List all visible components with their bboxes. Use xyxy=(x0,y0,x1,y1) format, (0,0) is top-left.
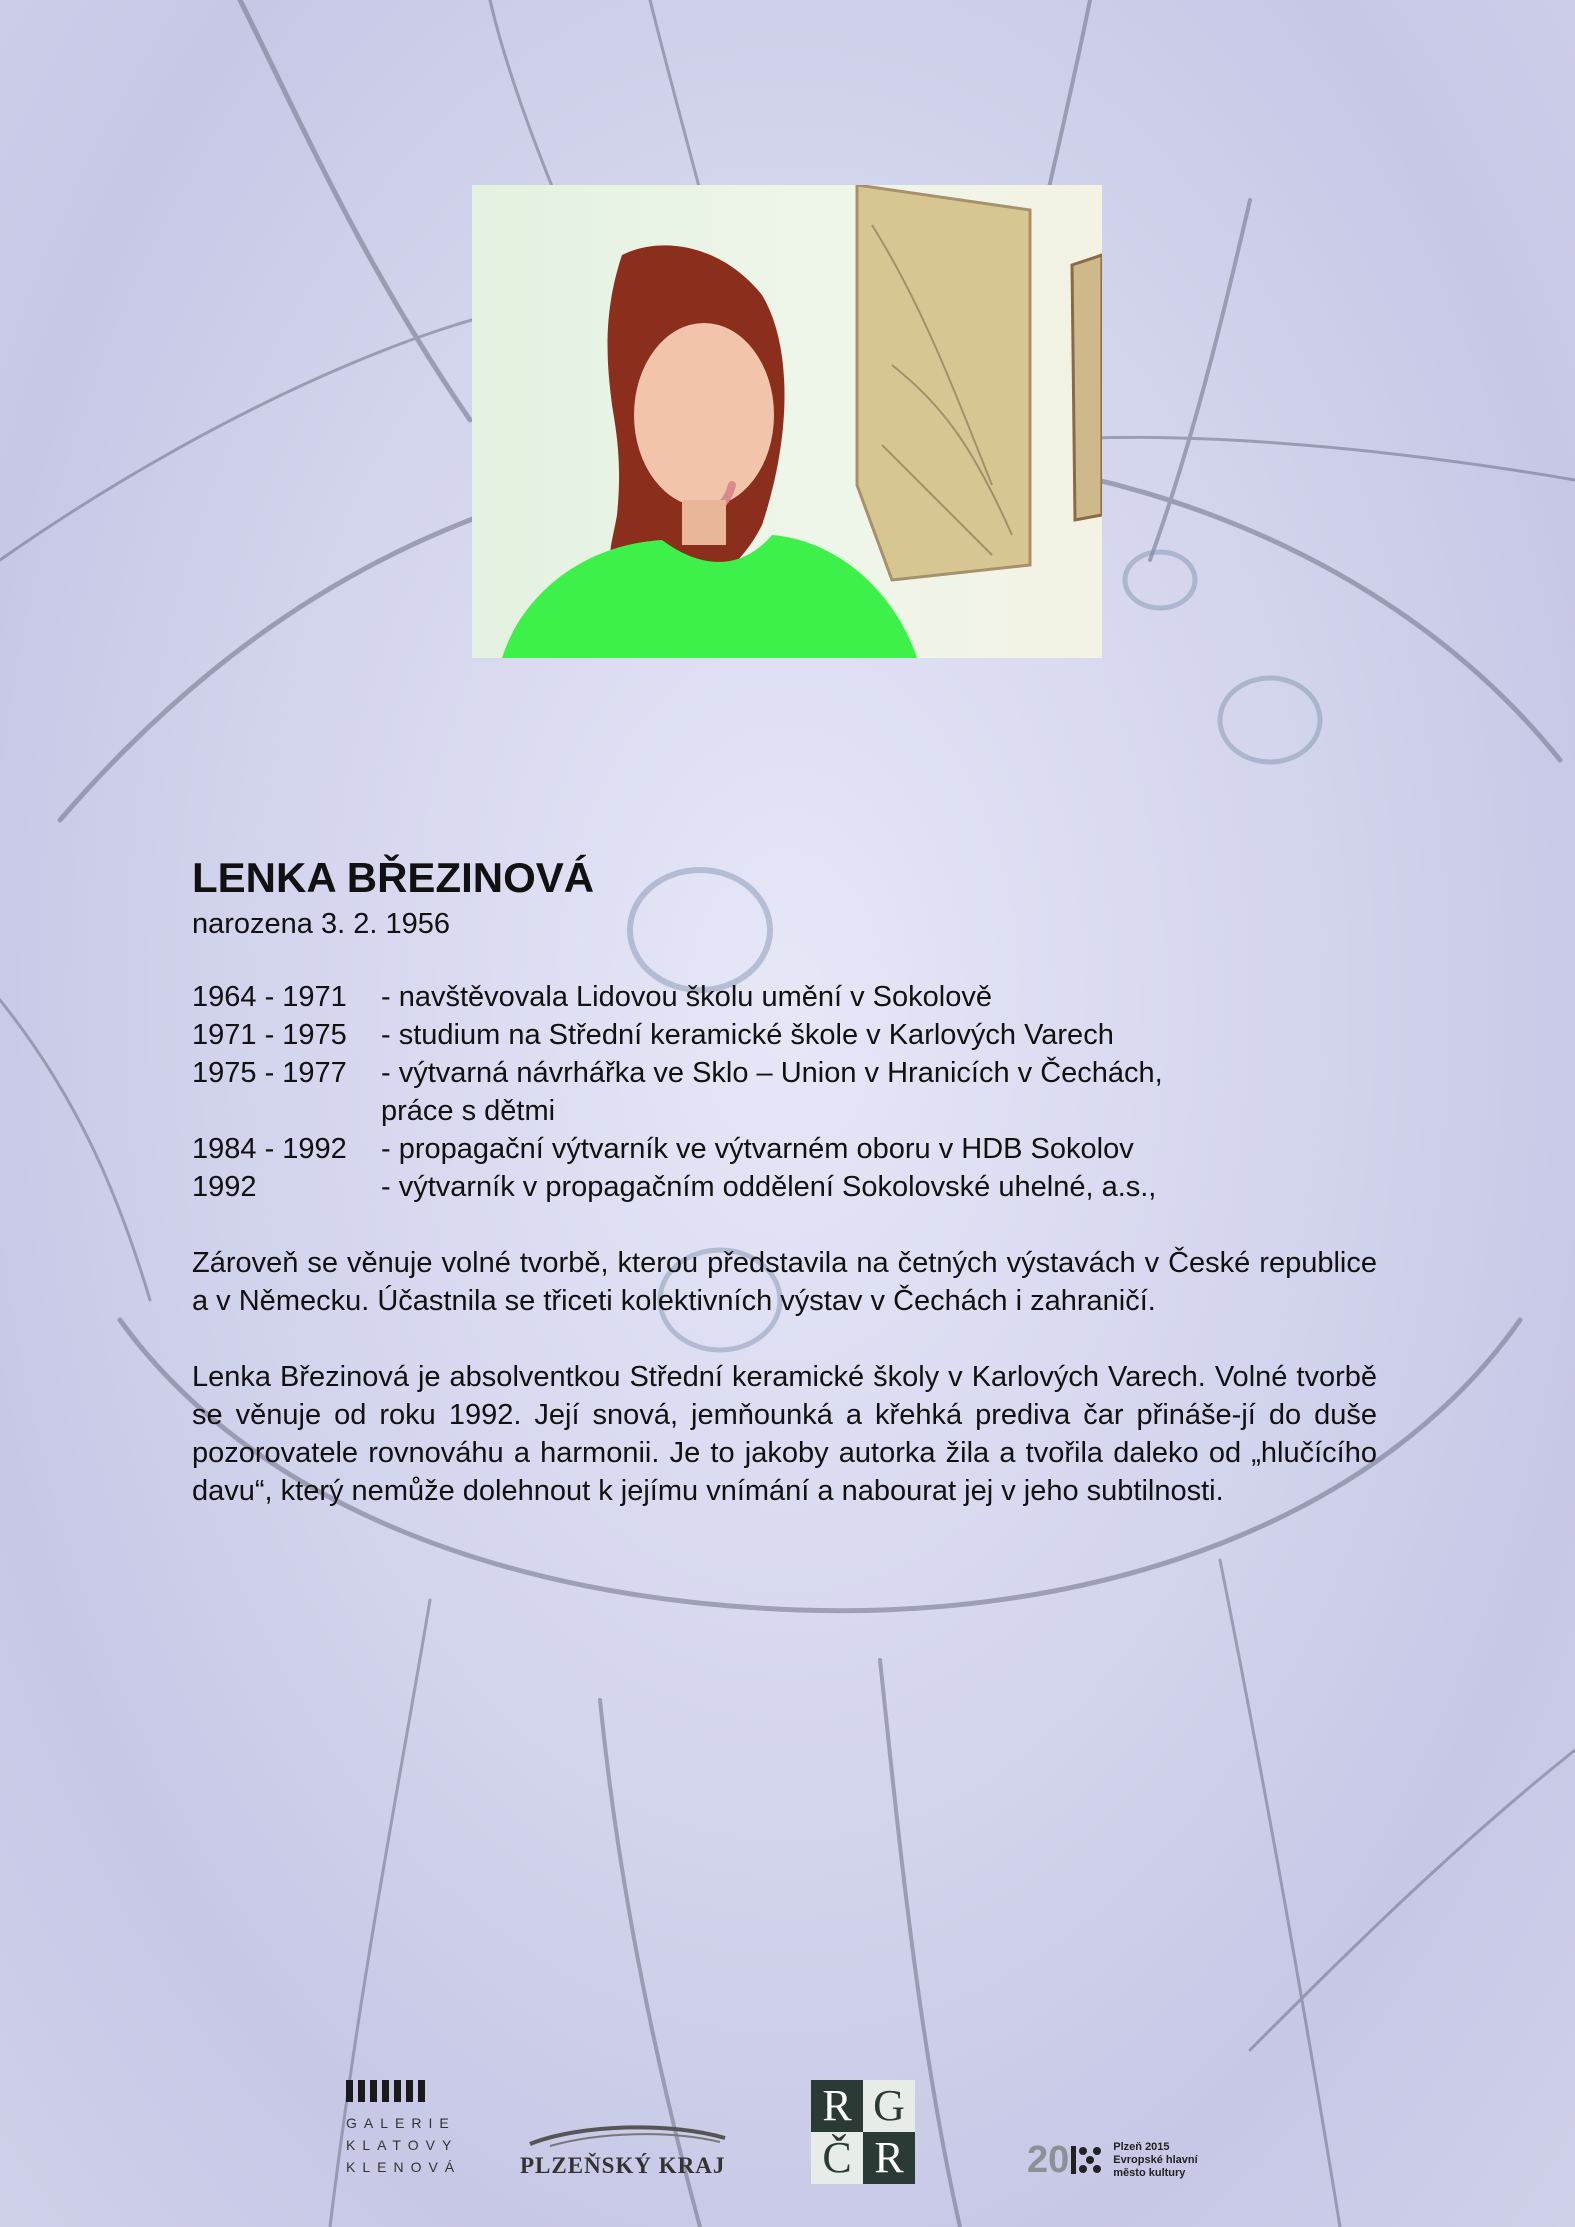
biography xyxy=(192,852,1377,1539)
timeline-text: - výtvarná návrhářka ve Sklo – Union v Hranicích v Čechách, práce s dětmi xyxy=(381,1057,1163,1127)
paragraph-about: Lenka Březinová je absolventkou Střední keramické školy v Karlových Varech. Volné tvorbě se věnuje od roku 1992. Její snová, jemňounká a křehká prediva čar přináše-jí do duše pozorovatele rovnováhu a harmonii. Je to jakoby autorka žila a tvořila daleko od „hlučícího davu“, který nemůže dolehnout k jejímu vnímání a nabourat jej v jeho subtilnosti. xyxy=(192,1361,1377,1507)
timeline-years: 1971 - 1975 xyxy=(192,1019,347,1051)
career-timeline xyxy=(192,978,1377,1206)
timeline-text: - propagační výtvarník ve výtvarném oboru v HDB Sokolov xyxy=(381,1133,1134,1165)
plzen-2015-logo xyxy=(1027,2135,1198,2185)
plzen-dots-icon xyxy=(1069,2142,1105,2178)
sponsor-logos xyxy=(0,2070,1575,2190)
galerie-klatovy-klenova-logo xyxy=(346,2080,462,2178)
timeline-item xyxy=(192,978,1377,1016)
galerie-bars-icon xyxy=(346,2080,456,2102)
timeline-item xyxy=(192,1168,1377,1206)
kraj-arc-icon xyxy=(520,2120,730,2148)
timeline-text: - výtvarník v propagačním oddělení Sokolovské uhelné, a.s., xyxy=(381,1171,1157,1203)
artist-name: LENKA BŘEZINOVÁ xyxy=(192,854,595,901)
timeline-years: 1975 - 1977 xyxy=(192,1057,347,1089)
plzen-tagline: Plzeň 2015 Evropské hlavní město kultury xyxy=(1113,2140,1198,2179)
timeline-text: - navštěvovala Lidovou školu umění v Sokolově xyxy=(381,981,992,1013)
timeline-item xyxy=(192,1054,1377,1130)
timeline-item xyxy=(192,1130,1377,1168)
timeline-item xyxy=(192,1016,1377,1054)
timeline-years: 1992 xyxy=(192,1171,257,1203)
plzen-number: 20 xyxy=(1027,2139,1070,2181)
rgcr-logo: R G Č R xyxy=(811,2080,915,2184)
timeline-years: 1984 - 1992 xyxy=(192,1133,347,1165)
portrait-photo xyxy=(472,185,1102,658)
kraj-logo-text: PLZEŇSKÝ KRAJ xyxy=(520,2153,726,2178)
birth-date: narozena 3. 2. 1956 xyxy=(192,908,450,940)
timeline-text: - studium na Střední keramické škole v Karlových Varech xyxy=(381,1019,1114,1051)
plzensky-kraj-logo xyxy=(520,2120,730,2179)
galerie-logo-text: GALERIE KLATOVY KLENOVÁ xyxy=(346,2115,462,2175)
timeline-years: 1964 - 1971 xyxy=(192,981,347,1013)
paragraph-exhibitions: Zároveň se věnuje volné tvorbě, kterou představila na četných výstavách v České republice a v Německu. Účastnila se třiceti kolektivních výstav v Čechách i zahraničí. xyxy=(192,1247,1377,1317)
